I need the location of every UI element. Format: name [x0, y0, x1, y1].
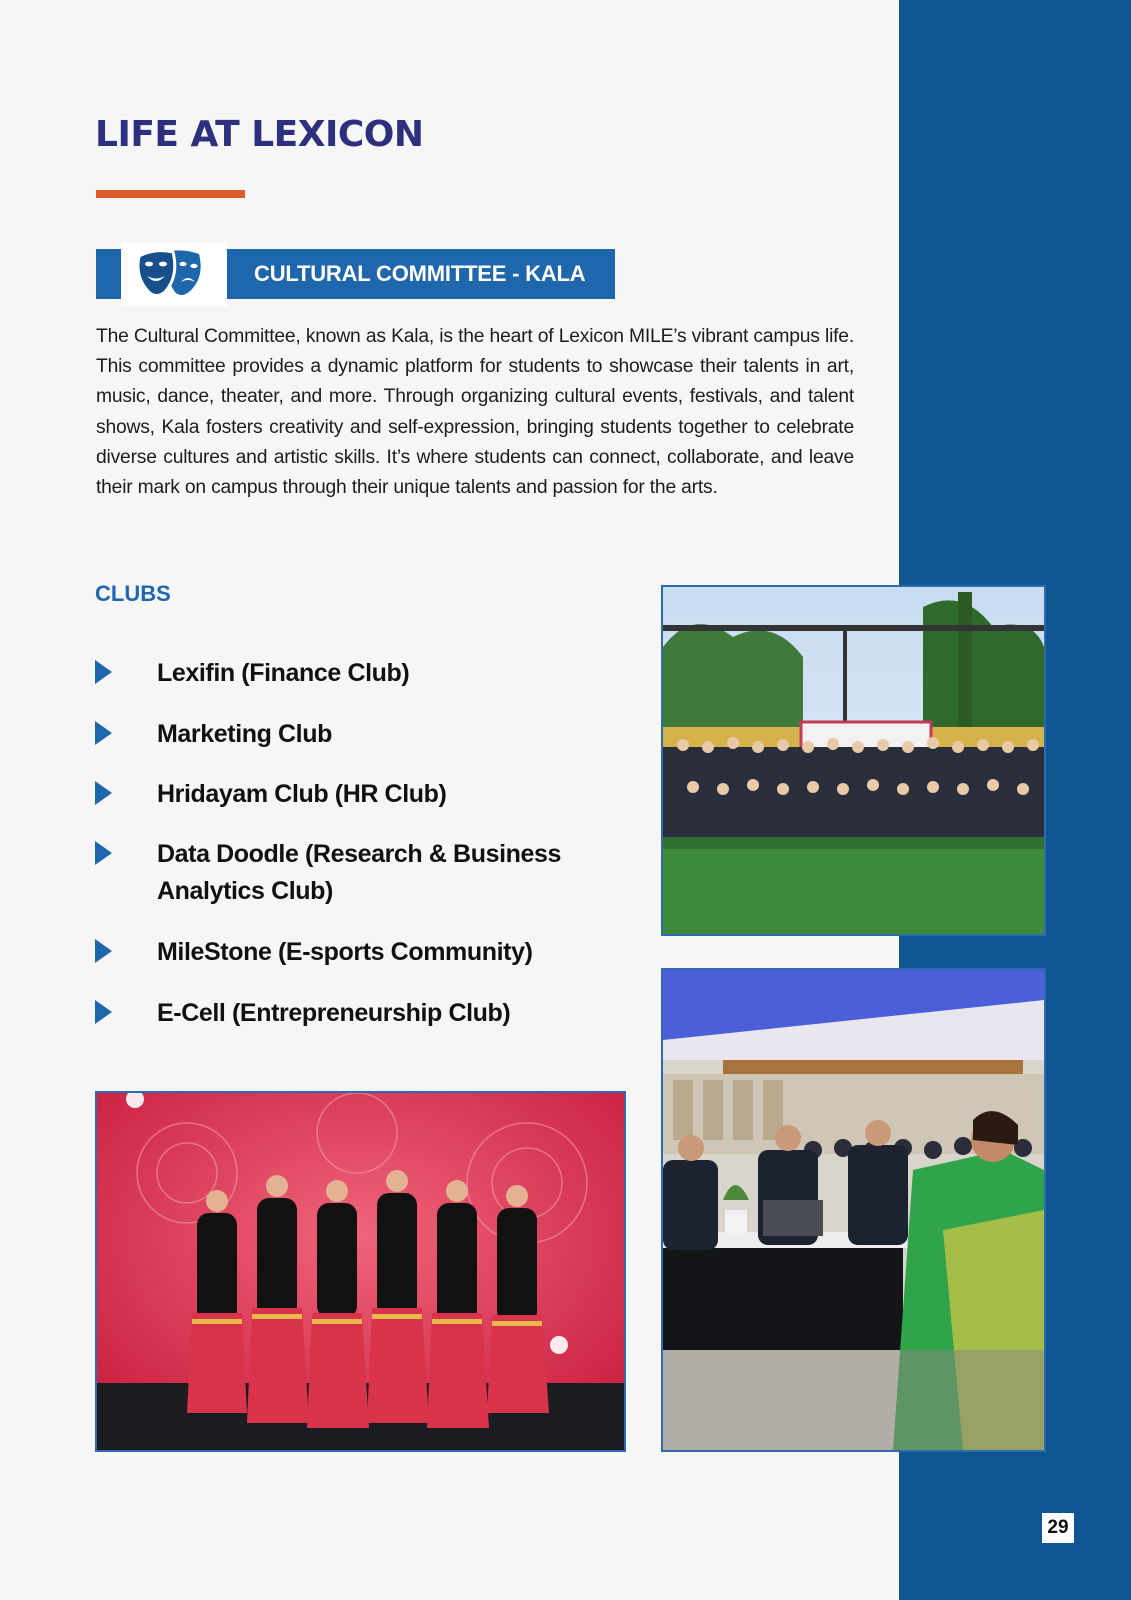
- club-name: Data Doodle (Research & Business Analytics Club): [157, 840, 561, 905]
- committee-icon-box: [121, 242, 227, 306]
- dance-performance-photo: [95, 1091, 626, 1452]
- page-number: 29: [1042, 1513, 1074, 1543]
- page-title: LIFE AT LEXICON: [95, 114, 424, 155]
- bullet-arrow-icon: [95, 721, 112, 745]
- theater-masks-icon: [137, 248, 211, 300]
- bullet-arrow-icon: [95, 841, 112, 865]
- club-name: E-Cell (Entrepreneurship Club): [157, 999, 511, 1027]
- seminar-photo: [661, 968, 1046, 1452]
- title-underline: [96, 190, 245, 198]
- group-photo: [661, 585, 1046, 936]
- club-name: Hridayam Club (HR Club): [157, 780, 447, 808]
- bullet-arrow-icon: [95, 1000, 112, 1024]
- committee-description: The Cultural Committee, known as Kala, is the heart of Lexicon MILE’s vibrant campus life. This committee provides a dynamic platform for students to showcase their talents in art, music, dance, theater, and more. Through organizing cultural events, festivals, and talent shows, Kala fosters creativity and self-expression, bringing students together to celebrate diverse cultures and artistic skills. It’s where students can connect, collaborate, and leave their mark on campus through their unique talents and passion for the arts.: [96, 326, 854, 499]
- bullet-arrow-icon: [95, 660, 112, 684]
- bullet-arrow-icon: [95, 939, 112, 963]
- clubs-heading: CLUBS: [95, 581, 171, 606]
- committee-title: CULTURAL COMMITTEE - KALA: [254, 261, 586, 286]
- club-name: Marketing Club: [157, 720, 332, 748]
- club-name: MileStone (E-sports Community): [157, 938, 533, 966]
- bullet-arrow-icon: [95, 781, 112, 805]
- club-name: Lexifin (Finance Club): [157, 659, 410, 687]
